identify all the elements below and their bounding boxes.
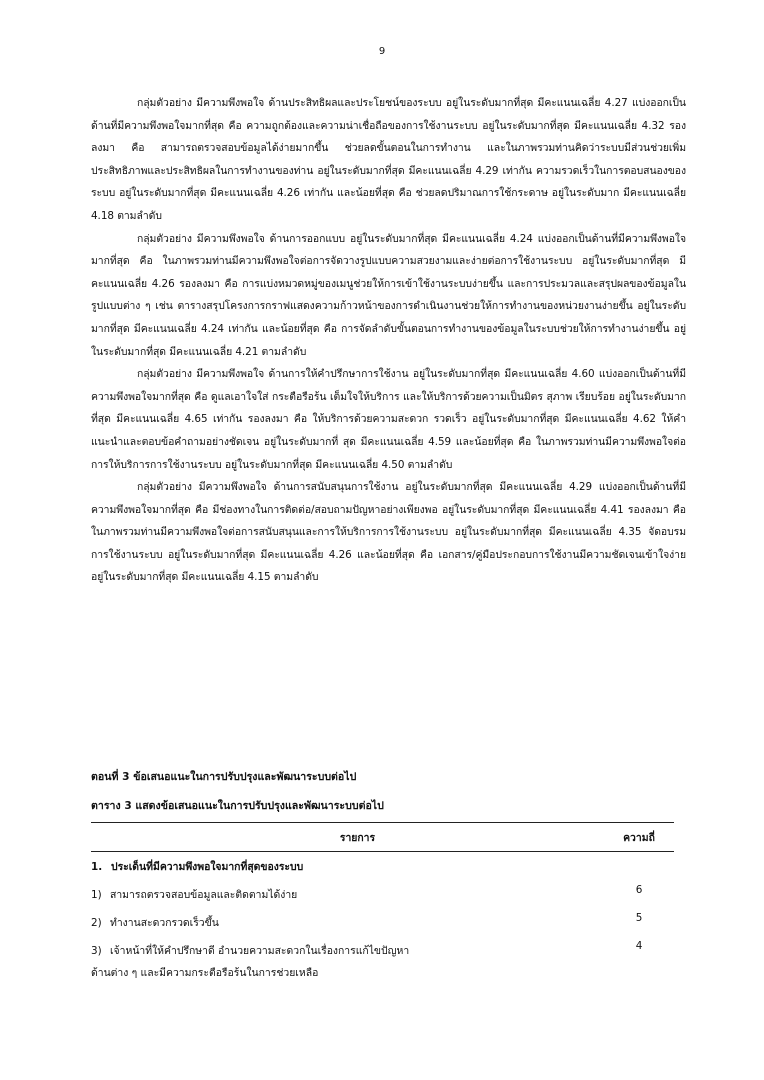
row-text: เจ้าหน้าที่ให้คำปรึกษาดี อำนวยความสะดวกในเรื่องการแก้ไขปัญหา (110, 945, 410, 957)
body-text (91, 92, 686, 589)
row-number: 1) (91, 889, 102, 901)
suggestions-table (91, 822, 674, 984)
row-text: ทำงานสะดวกรวดเร็วขึ้น (110, 917, 219, 929)
row-frequency: 4 (635, 940, 643, 952)
paragraph-design: กลุ่มตัวอย่าง มีความพึงพอใจ ด้านการออกแบบ อยู่ในระดับมากที่สุด มีคะแนนเฉลี่ย 4.24 แบ่งออกเป็นด้านที่มีความพึงพอใจมากที่สุด คือ ในภาพรวมท่านมีความพึงพอใจต่อการจัดวางรูปแบบความสวยงามและง่ายต่อการใช้งานระบบ อยู่ในระดับมากที่สุด มีคะแนนเฉลี่ย 4.26 รองลงมา คือ การแบ่งหมวดหมู่ของเมนูช่วยให้การเข้าใช้งานระบบง่ายขึ้น และการประมวลและสรุปผลของข้อมูลในรูปแบบต่าง ๆ เช่น ตารางสรุปโครงการกราฟแสดงความก้าวหน้าของการดำเนินงานช่วยให้การทำงานของหน่วยงานง่ายขึ้น อยู่ในระดับมากที่สุด มีคะแนนเฉลี่ย 4.24 เท่ากัน และน้อยที่สุด คือ การจัดลำดับขั้นตอนการทำงานของข้อมูลในระบบช่วยให้การทำงานง่ายขึ้น อยู่ในระดับมากที่สุด มีคะแนนเฉลี่ย 4.21 ตามลำดับ (91, 232, 686, 358)
table-row (91, 936, 674, 984)
category-cell (91, 852, 604, 881)
header-frequency: ความถี่ (623, 831, 655, 844)
row-number: 2) (91, 917, 102, 929)
page-number: 9 (378, 46, 386, 57)
category-number: 1. (91, 860, 103, 873)
category-freq-cell (604, 852, 674, 881)
row-text-continued: ด้านต่าง ๆ และมีความกระตือรือร้นในการช่วยเหลือ (91, 967, 319, 979)
paragraph-effectiveness: กลุ่มตัวอย่าง มีความพึงพอใจ ด้านประสิทธิผลและประโยชน์ของระบบ อยู่ในระดับมากที่สุด มีคะแนนเฉลี่ย 4.27 แบ่งออกเป็นด้านที่มีความพึงพอใจมากที่สุด คือ ความถูกต้องและความน่าเชื่อถือของการใช้งานระบบ อยู่ในระดับมากที่สุด มีคะแนนเฉลี่ย 4.32 รองลงมา คือ สามารถตรวจสอบข้อมูลได้ง่ายมากขึ้น ช่วยลดขั้นตอนในการทำงาน และในภาพรวมท่านคิดว่าระบบมีส่วนช่วยเพิ่มประสิทธิภาพและประสิทธิผลในการทำงานของท่าน อยู่ในระดับมากที่สุด มีคะแนนเฉลี่ย 4.29 เท่ากัน ความรวดเร็วในการตอบสนองของระบบ อยู่ในระดับมากที่สุด มีคะแนนเฉลี่ย 4.26 เท่ากัน และน้อยที่สุด คือ ช่วยลดปริมาณการใช้กระดาษ อยู่ในระดับมาก มีคะแนนเฉลี่ย 4.18 ตามลำดับ (91, 97, 686, 222)
row-text-cell (91, 936, 604, 984)
paragraph-consultation: กลุ่มตัวอย่าง มีความพึงพอใจ ด้านการให้คำปรึกษาการใช้งาน อยู่ในระดับมากที่สุด มีคะแนนเฉลี่ย 4.60 แบ่งออกเป็นด้านที่มีความพึงพอใจมากที่สุด คือ ดูแลเอาใจใส่ กระตือรือร้น เต็มใจให้บริการ และให้บริการด้วยความเป็นมิตร สุภาพ เรียบร้อย อยู่ในระดับมากที่สุด มีคะแนนเฉลี่ย 4.65 เท่ากัน รองลงมา คือ ให้บริการด้วยความสะดวก รวดเร็ว อยู่ในระดับมากที่สุด มีคะแนนเฉลี่ย 4.62 ให้คำแนะนำและตอบข้อคำถามอย่างชัดเจน อยู่ในระดับมากที่ สุด มีคะแนนเฉลี่ย 4.59 และน้อยที่สุด คือ ในภาพรวมท่านมีความพึงพอใจต่อการให้บริการการใช้งานระบบ อยู่ในระดับมากที่สุด มีคะแนนเฉลี่ย 4.50 ตามลำดับ (91, 368, 686, 471)
paragraph-support: กลุ่มตัวอย่าง มีความพึงพอใจ ด้านการสนับสนุนการใช้งาน อยู่ในระดับมากที่สุด มีคะแนนเฉลี่ย 4.29 แบ่งออกเป็นด้านที่มีความพึงพอใจมากที่สุด คือ มีช่องทางในการติดต่อ/สอบถามปัญหาอย่างเพียงพอ อยู่ในระดับมากที่สุด มีคะแนนเฉลี่ย 4.41 รองลงมา คือ ในภาพรวมท่านมีความพึงพอใจต่อการสนับสนุนและการให้บริการการใช้งานระบบ อยู่ในระดับมากที่สุด มีคะแนนเฉลี่ย 4.35 จัดอบรมการใช้งานระบบ อยู่ในระดับมากที่สุด มีคะแนนเฉลี่ย 4.26 และน้อยที่สุด คือ เอกสาร/คู่มือประกอบการใช้งานมีความชัดเจนเข้าใจง่าย อยู่ในระดับมากที่สุด มีคะแนนเฉลี่ย 4.15 ตามลำดับ (91, 481, 686, 584)
table-title: ตาราง 3 แสดงข้อเสนอแนะในการปรับปรุงและพัฒนาระบบต่อไป (91, 800, 384, 812)
row-frequency: 6 (635, 884, 643, 896)
row-text-cell (91, 908, 604, 936)
section-heading: ตอนที่ 3 ข้อเสนอแนะในการปรับปรุงและพัฒนาระบบต่อไป (91, 771, 357, 783)
table-header-row (91, 823, 674, 852)
table-row (91, 908, 674, 936)
row-number: 3) (91, 945, 102, 957)
table-category-row (91, 852, 674, 881)
table-row (91, 880, 674, 908)
category-label: ประเด็นที่มีความพึงพอใจมากที่สุดของระบบ (111, 860, 304, 873)
row-text-cell (91, 880, 604, 908)
header-item: รายการ (339, 831, 376, 844)
row-frequency: 5 (635, 912, 643, 924)
row-text: สามารถตรวจสอบข้อมูลและติดตามได้ง่าย (110, 889, 298, 901)
